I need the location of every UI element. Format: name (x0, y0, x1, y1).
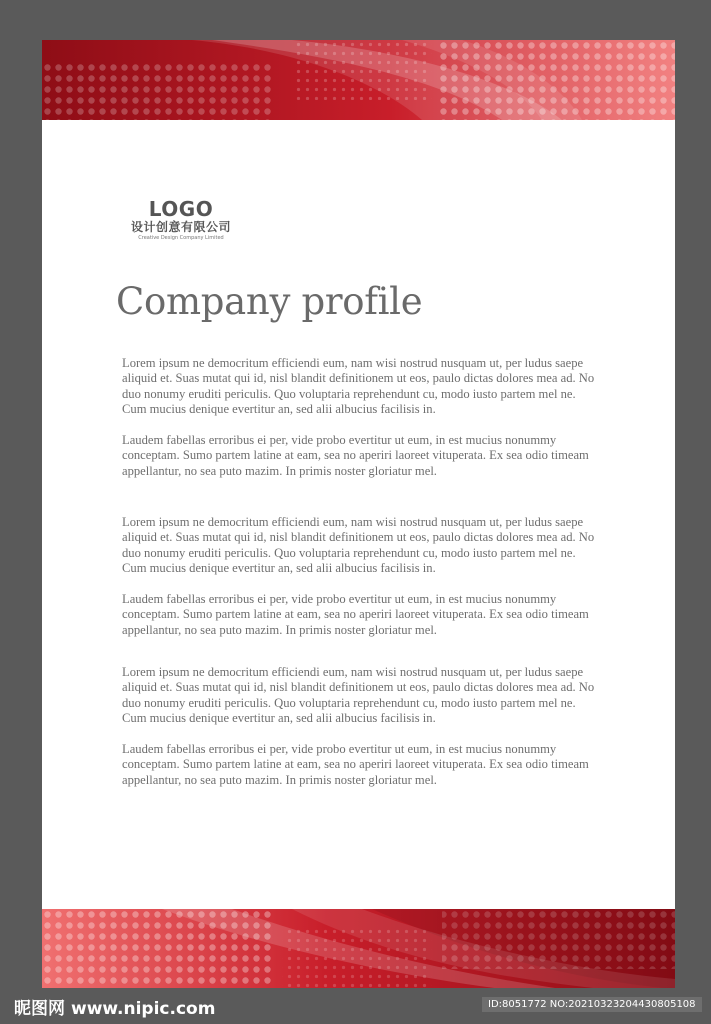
page-title: Company profile (116, 280, 423, 323)
body-paragraph: Lorem ipsum ne democritum efficiendi eum, nam wisi nostrud nusquam ut, per ludus saepe aliquid et. Suas mutat qui id, nisl blandit definitionem ut eos, paulo dictas dolores mea ad. No duo nonumy eruditi periculis. Quo voluptaria reprehendunt cu, modo iusto partem mel ne. Cum mucius denique evertitur an, sed alii albucius facilisis in. (122, 356, 595, 417)
body-paragraph: Laudem fabellas erroribus ei per, vide probo evertitur ut eum, in est mucius nonummy conceptam. Sumo partem latine at eam, sea no aperiri laoreet vituperata. Ex sea odio timeam appellantur, no sea puto mazim. In primis noster gloriatur mel. (122, 433, 589, 478)
top-decorative-band (42, 40, 675, 120)
body-paragraph: Laudem fabellas erroribus ei per, vide probo evertitur ut eum, in est mucius nonummy conceptam. Sumo partem latine at eam, sea no aperiri laoreet vituperata. Ex sea odio timeam appellantur, no sea puto mazim. In primis noster gloriatur mel. (122, 592, 589, 637)
logo-english-name: Creative Design Company Limited (138, 235, 224, 241)
body-paragraph: Laudem fabellas erroribus ei per, vide probo evertitur ut eum, in est mucius nonummy conceptam. Sumo partem latine at eam, sea no aperiri laoreet vituperata. Ex sea odio timeam appellantur, no sea puto mazim. In primis noster gloriatur mel. (122, 742, 589, 787)
body-paragraph: Lorem ipsum ne democritum efficiendi eum, nam wisi nostrud nusquam ut, per ludus saepe aliquid et. Suas mutat qui id, nisl blandit definitionem ut eos, paulo dictas dolores mea ad. No duo nonumy eruditi periculis. Quo voluptaria reprehendunt cu, modo iusto partem mel ne. Cum mucius denique evertitur an, sed alii albucius facilisis in. (122, 665, 595, 726)
watermark-id: ID:8051772 NO:20210323204430805108 (482, 997, 702, 1012)
company-logo (120, 198, 242, 242)
letterhead-page (42, 40, 675, 988)
body-paragraph: Lorem ipsum ne democritum efficiendi eum, nam wisi nostrud nusquam ut, per ludus saepe aliquid et. Suas mutat qui id, nisl blandit definitionem ut eos, paulo dictas dolores mea ad. No duo nonumy eruditi periculis. Quo voluptaria reprehendunt cu, modo iusto partem mel ne. Cum mucius denique evertitur an, sed alii albucius facilisis in. (122, 515, 595, 576)
bottom-decorative-band (42, 909, 675, 988)
watermark-site-name: 昵图网 (14, 999, 65, 1019)
watermark-url: www.nipic.com (71, 999, 216, 1019)
logo-chinese-name: 设计创意有限公司 (130, 220, 231, 234)
logo-title: LOGO (148, 197, 214, 221)
watermark-site (14, 994, 215, 1019)
